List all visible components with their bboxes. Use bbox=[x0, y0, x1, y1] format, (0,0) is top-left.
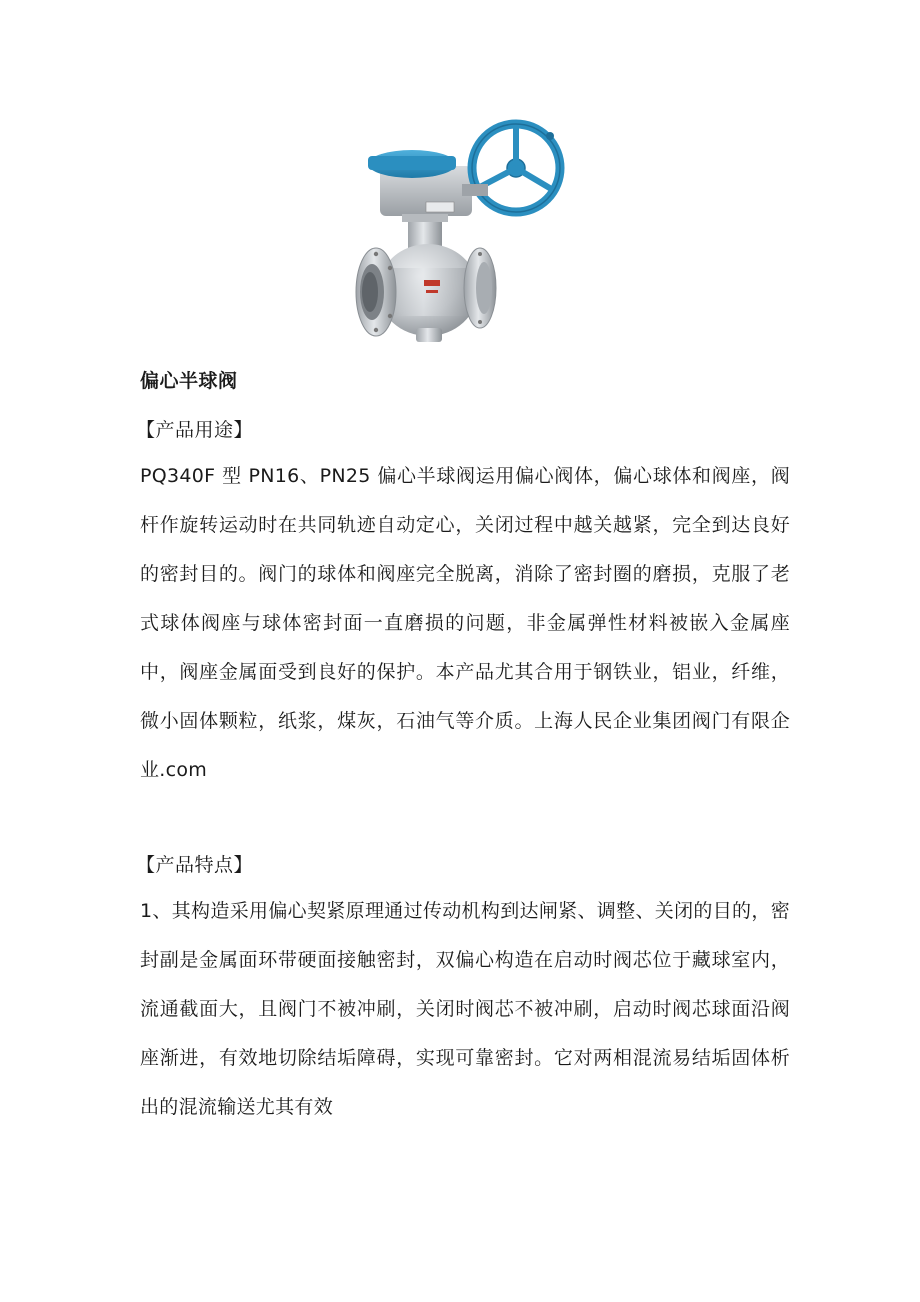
nameplate bbox=[426, 202, 454, 212]
actuator-top-plate bbox=[368, 156, 456, 170]
product-title: 偏心半球阀 bbox=[140, 370, 238, 392]
right-flange bbox=[464, 248, 496, 328]
handwheel bbox=[472, 124, 560, 212]
valve-base bbox=[416, 328, 442, 342]
valve-illustration bbox=[350, 118, 570, 350]
wheel-shaft bbox=[462, 184, 488, 196]
neck-flange bbox=[402, 214, 448, 222]
left-flange bbox=[356, 248, 396, 336]
features-heading: 【产品特点】 bbox=[136, 854, 254, 876]
body-marking-red bbox=[424, 280, 440, 286]
product-image bbox=[350, 118, 570, 350]
usage-heading: 【产品用途】 bbox=[136, 419, 254, 441]
features-paragraph: 1、其构造采用偏心契紧原理通过传动机构到达闸紧、调整、关闭的目的，密封副是金属面环带硬面接触密封，双偏心构造在启动时阀芯位于藏球室内，流通截面大，且阀门不被冲刷，关闭时阀芯不被冲刷，启动时阀芯球面沿阀座渐进，有效地切除结垢障碍，实现可靠密封。它对两相混流易结垢固体析出的混流输送尤其有效 bbox=[140, 900, 790, 1118]
body-marking-red-2 bbox=[426, 290, 438, 293]
usage-paragraph: PQ340F 型 PN16、PN25 偏心半球阀运用偏心阀体，偏心球体和阀座，阀杆作旋转运动时在共同轨迹自动定心，关闭过程中越关越紧，完全到达良好的密封目的。阀门的球体和阀座完全脱离，消除了密封圈的磨损，克服了老式球体阀座与球体密封面一直磨损的问题，非金属弹性材料被嵌入金属座中，阀座金属面受到良好的保护。本产品尤其合用于钢铁业，铝业，纤维，微小固体颗粒，纸浆，煤灰，石油气等介质。上海人民企业集团阀门有限企业.com bbox=[140, 465, 790, 781]
